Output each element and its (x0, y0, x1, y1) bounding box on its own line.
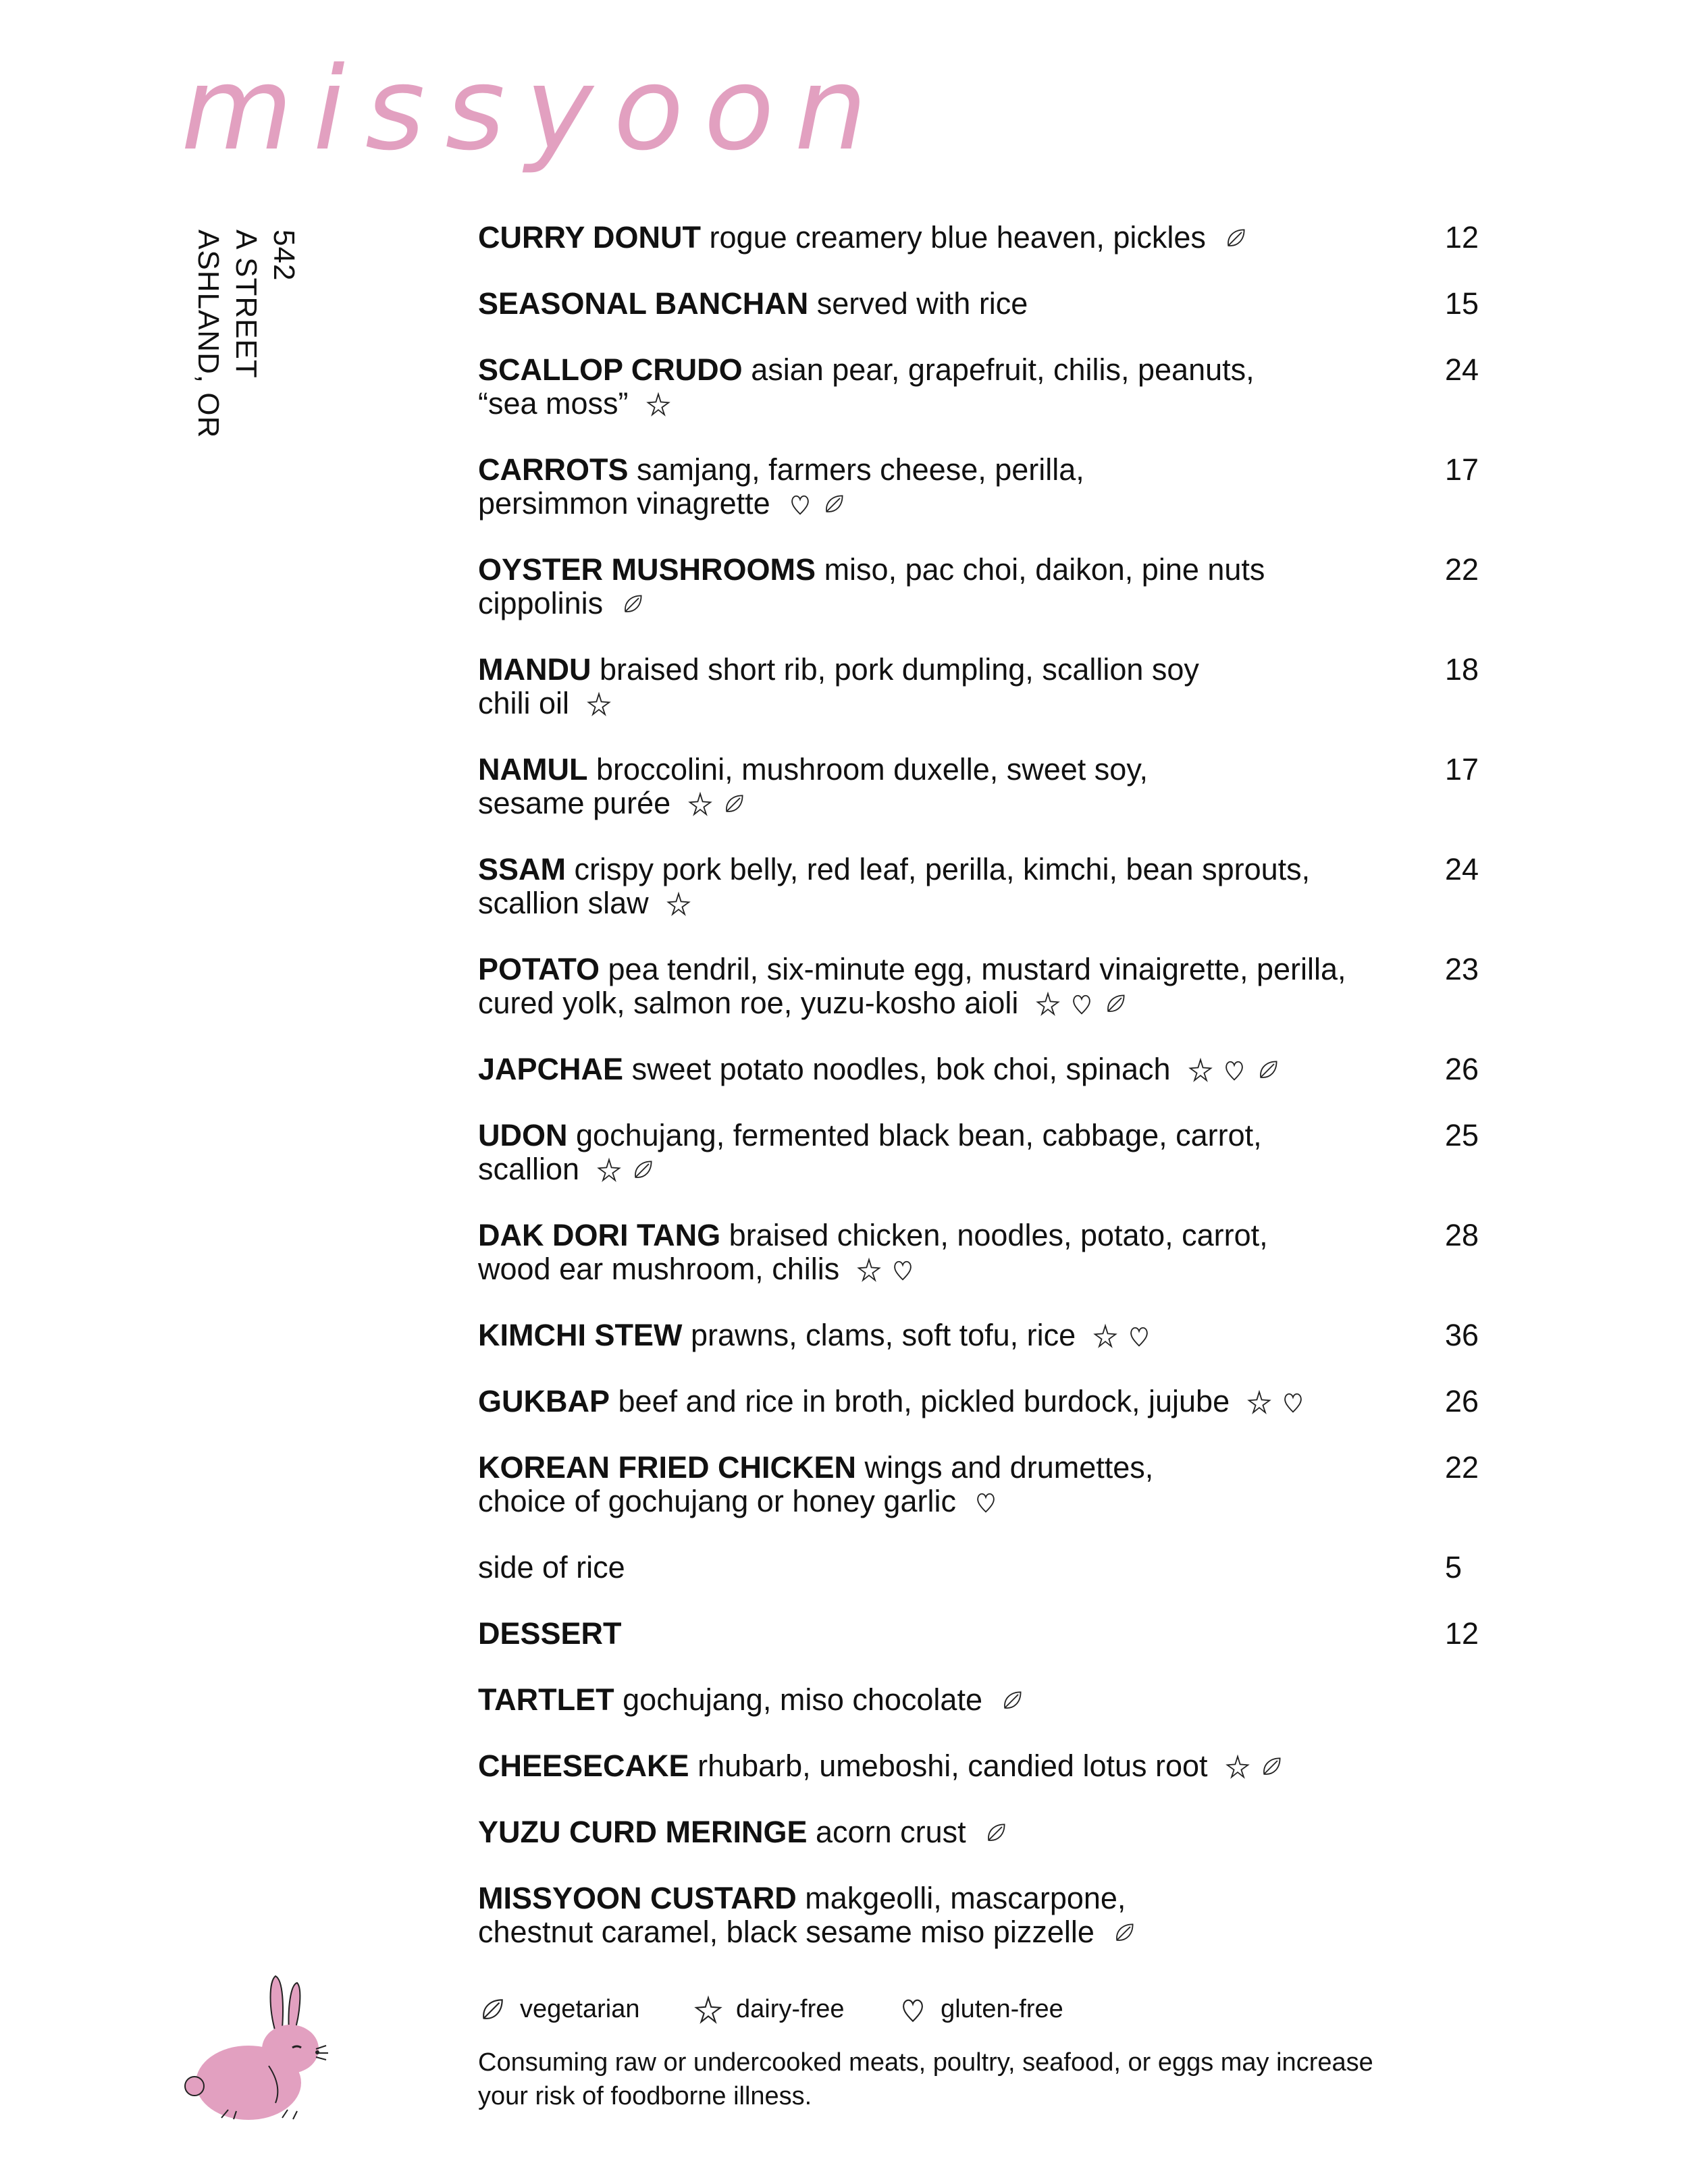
menu-item-description: wings and drumettes, (864, 1450, 1154, 1485)
menu-item-price: 24 (1445, 352, 1479, 387)
menu-item-description: acorn crust (816, 1815, 966, 1849)
address-number: 542 (267, 230, 300, 282)
star-icon (1225, 1755, 1250, 1779)
menu-item (478, 853, 1491, 920)
menu-item-name: SEASONAL BANCHAN (478, 286, 809, 321)
star-icon (1188, 1058, 1213, 1082)
menu-item-name: GUKBAP (478, 1384, 610, 1418)
leaf-icon (621, 592, 645, 616)
star-icon (857, 1258, 881, 1282)
leaf-icon (984, 1821, 1008, 1845)
star-icon (1093, 1324, 1117, 1348)
menu-item-price: 18 (1445, 652, 1479, 687)
heart-icon (1281, 1390, 1305, 1414)
menu-item-name: DESSERT (478, 1616, 622, 1651)
leaf-icon (1259, 1755, 1284, 1779)
leaf-icon (1112, 1921, 1136, 1945)
menu-item (478, 1617, 1491, 1651)
menu-item-description: side of rice (478, 1550, 625, 1584)
menu-item-name: SCALLOP CRUDO (478, 352, 743, 387)
heart-icon (1127, 1324, 1151, 1348)
menu-item (478, 1219, 1491, 1286)
leaf-icon (478, 1996, 506, 2024)
menu-item (478, 453, 1491, 521)
menu-item-description-continued: scallion (478, 1152, 580, 1186)
star-icon (646, 392, 670, 417)
menu-item (478, 1815, 1491, 1849)
menu-item-description: gochujang, miso chocolate (623, 1682, 982, 1717)
menu-item-description: braised short rib, pork dumpling, scallion soy (600, 652, 1199, 687)
menu-item-name: MANDU (478, 652, 591, 687)
menu-item-name: POTATO (478, 952, 600, 986)
menu-item-name: CARROTS (478, 452, 629, 487)
menu-item (478, 221, 1491, 255)
svg-text:missyoon: missyoon (181, 43, 888, 176)
menu-item-price: 23 (1445, 952, 1479, 986)
star-icon (688, 792, 712, 816)
leaf-icon (1103, 992, 1128, 1016)
menu-item-description: served with rice (816, 286, 1028, 321)
menu-item-description-continued: “sea moss” (478, 386, 629, 421)
menu-item (478, 353, 1491, 421)
menu-item-description-continued: wood ear mushroom, chilis (478, 1252, 840, 1286)
menu-item-price: 12 (1445, 220, 1479, 255)
heart-icon (1222, 1058, 1246, 1082)
menu-item-description-continued: scallion slaw (478, 886, 649, 920)
menu-item-price: 5 (1445, 1550, 1462, 1584)
menu-item-description: miso, pac choi, daikon, pine nuts (824, 552, 1265, 587)
menu-item-name: KOREAN FRIED CHICKEN (478, 1450, 857, 1485)
menu-item-description: prawns, clams, soft tofu, rice (691, 1318, 1076, 1352)
leaf-icon (1256, 1058, 1280, 1082)
menu-item-description: pea tendril, six-minute egg, mustard vinaigrette, perilla, (608, 952, 1346, 986)
heart-icon (788, 492, 812, 516)
leaf-icon (822, 492, 846, 516)
menu-item-name: KIMCHI STEW (478, 1318, 683, 1352)
menu-item-price: 28 (1445, 1218, 1479, 1252)
diet-legend (478, 1995, 1111, 2031)
menu-item-description: broccolini, mushroom duxelle, sweet soy, (596, 752, 1148, 787)
menu-item-price: 26 (1445, 1384, 1479, 1418)
leaf-icon (722, 792, 746, 816)
heart-icon (899, 1996, 927, 2024)
menu-item-price: 22 (1445, 552, 1479, 587)
menu-item-description: rogue creamery blue heaven, pickles (709, 220, 1206, 255)
menu-item-description: makgeolli, mascarpone, (805, 1881, 1126, 1915)
menu-item-price: 17 (1445, 752, 1479, 787)
menu-item (478, 753, 1491, 820)
menu-item-description: gochujang, fermented black bean, cabbage, carrot, (576, 1118, 1262, 1152)
menu-item (478, 1053, 1491, 1086)
rabbit-illustration (174, 1968, 336, 2127)
menu-item-description-continued: cippolinis (478, 586, 604, 620)
menu-item (478, 1749, 1491, 1783)
legend-gluten-free: gluten-free (899, 1995, 1063, 2024)
menu-item-description-continued: persimmon vinagrette (478, 486, 770, 521)
legend-dairy-free: dairy-free (694, 1995, 845, 2024)
logo-wordmark (181, 43, 888, 176)
address-block (181, 230, 316, 459)
leaf-icon (1223, 226, 1248, 250)
leaf-icon (631, 1158, 655, 1182)
menu-item (478, 1319, 1491, 1352)
menu-item-price: 24 (1445, 852, 1479, 886)
star-icon (1036, 992, 1060, 1016)
menu-item-name: DAK DORI TANG (478, 1218, 721, 1252)
menu-item-description-continued: sesame purée (478, 786, 671, 820)
menu-item-description: asian pear, grapefruit, chilis, peanuts, (751, 352, 1255, 387)
menu-item-price: 12 (1445, 1616, 1479, 1651)
address-city: ASHLAND, OR (192, 230, 225, 439)
restaurant-logo (181, 43, 888, 188)
heart-icon (974, 1490, 998, 1514)
star-icon (597, 1158, 621, 1182)
menu-item-description: sweet potato noodles, bok choi, spinach (631, 1052, 1171, 1086)
menu-item-name: NAMUL (478, 752, 588, 787)
legend-vegetarian: vegetarian (478, 1995, 639, 2024)
menu-item-price: 25 (1445, 1118, 1479, 1152)
menu-item-price: 17 (1445, 452, 1479, 487)
menu-item-price: 22 (1445, 1450, 1479, 1485)
menu-item-name: JAPCHAE (478, 1052, 624, 1086)
menu-item-price: 26 (1445, 1052, 1479, 1086)
menu-item-name: UDON (478, 1118, 568, 1152)
menu-item-price: 15 (1445, 286, 1479, 321)
menu-item-description-continued: chestnut caramel, black sesame miso pizzelle (478, 1915, 1094, 1949)
menu-item (478, 1451, 1491, 1518)
star-icon (1247, 1390, 1271, 1414)
menu-item-description: beef and rice in broth, pickled burdock, jujube (618, 1384, 1230, 1418)
star-icon (694, 1996, 722, 2024)
menu-item (478, 287, 1491, 321)
menu-item-name: CURRY DONUT (478, 220, 702, 255)
menu-item (478, 553, 1491, 620)
menu-item (478, 1385, 1491, 1418)
menu-item-description: rhubarb, umeboshi, candied lotus root (697, 1749, 1208, 1783)
menu-item-name: TARTLET (478, 1682, 614, 1717)
menu-item-description-continued: cured yolk, salmon roe, yuzu-kosho aioli (478, 986, 1019, 1020)
star-icon (587, 692, 611, 716)
menu-item-name: SSAM (478, 852, 566, 886)
menu-item-name: YUZU CURD MERINGE (478, 1815, 808, 1849)
menu-item (478, 1683, 1491, 1717)
leaf-icon (1000, 1688, 1024, 1713)
menu-item-price: 36 (1445, 1318, 1479, 1352)
menu-item (478, 1882, 1491, 1949)
menu-item (478, 1119, 1491, 1186)
menu-item (478, 1551, 1491, 1584)
menu-item-name: CHEESECAKE (478, 1749, 689, 1783)
star-icon (666, 892, 691, 916)
menu-item-description: samjang, farmers cheese, perilla, (637, 452, 1084, 487)
menu-item-description: braised chicken, noodles, potato, carrot, (729, 1218, 1268, 1252)
food-safety-disclaimer: Consuming raw or undercooked meats, poultry, seafood, or eggs may increase your risk of foodborne illness. (478, 2048, 1373, 2110)
menu-item (478, 953, 1491, 1020)
menu-item-name: MISSYOON CUSTARD (478, 1881, 797, 1915)
menu-item (478, 653, 1491, 720)
menu-item-description-continued: choice of gochujang or honey garlic (478, 1484, 956, 1518)
heart-icon (891, 1258, 915, 1282)
menu-item-name: OYSTER MUSHROOMS (478, 552, 816, 587)
menu-item-description-continued: chili oil (478, 686, 570, 720)
address-street: A STREET (230, 230, 263, 379)
heart-icon (1070, 992, 1094, 1016)
menu-item-description: crispy pork belly, red leaf, perilla, kimchi, bean sprouts, (574, 852, 1311, 886)
